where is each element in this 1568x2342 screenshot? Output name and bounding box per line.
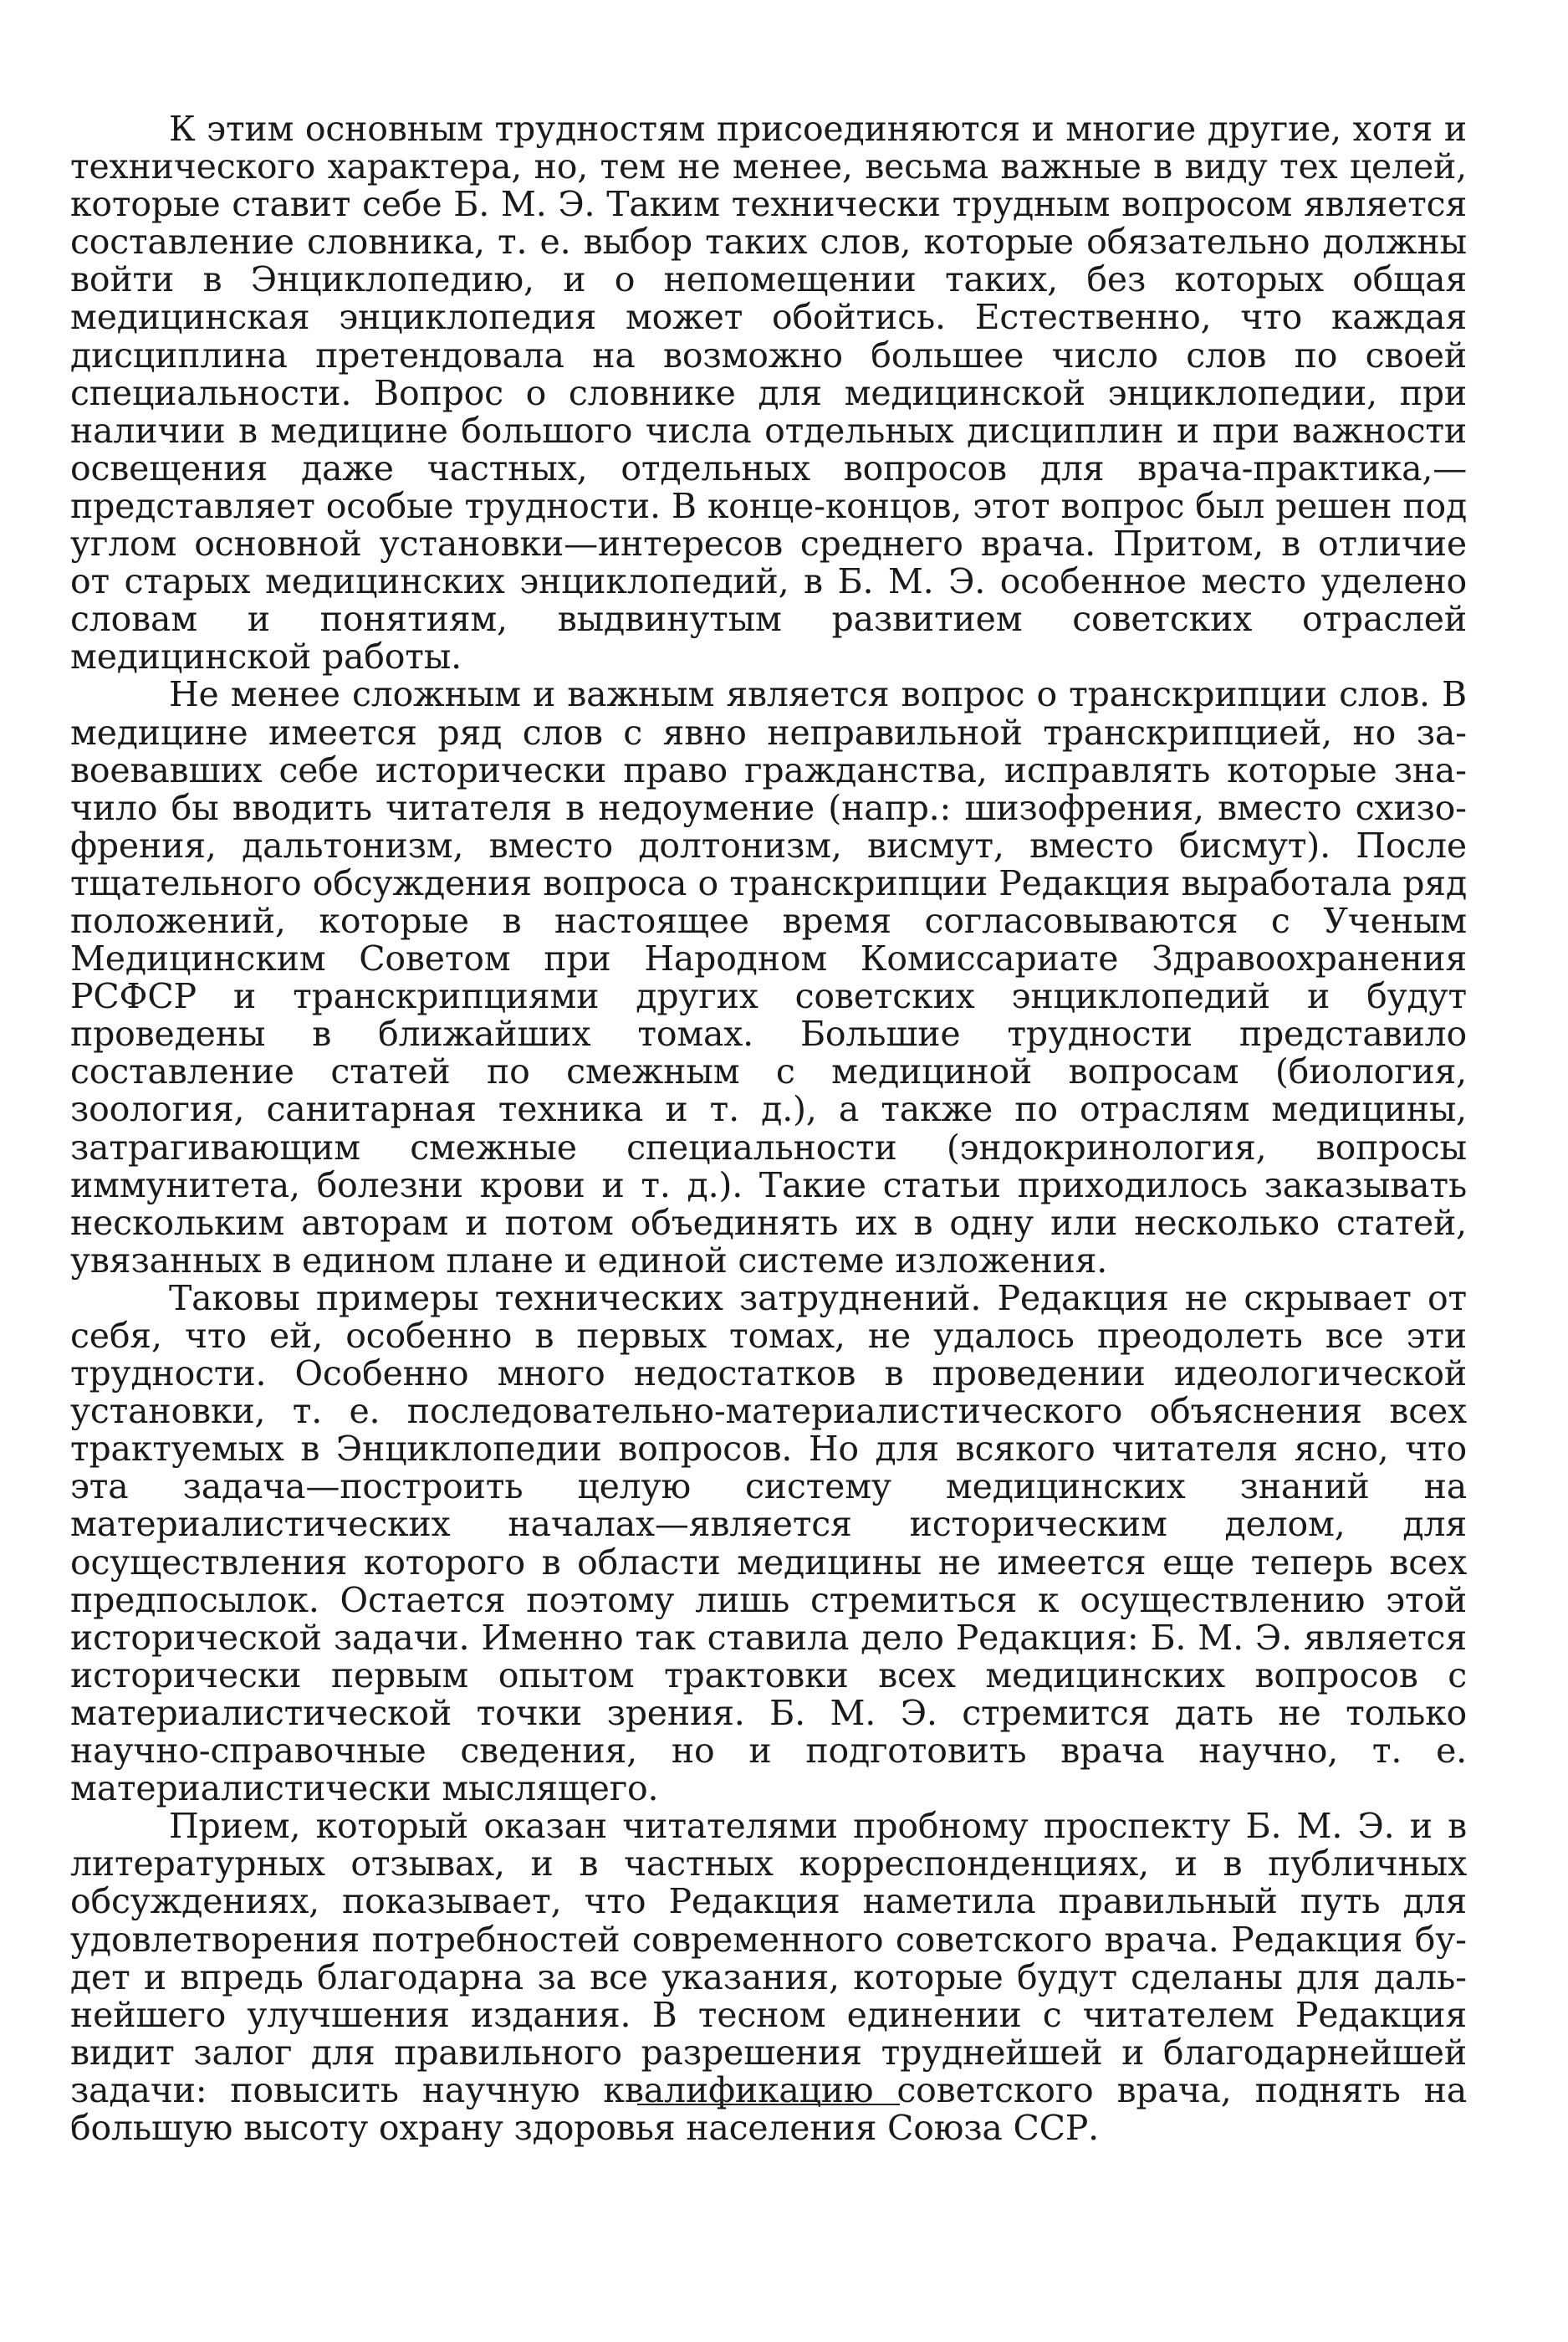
paragraph-2: Не менее сложным и важным является вопрос о транскрипции слов. В медицине имеется ряд слов с явно неправильной транскрипцией, но завоевавших себе исторически право гражданства, исправлять которые значило бы вводить читателя в недоумение (напр.: шизофрения, вместо схизофрения, дальтонизм, вместо долтонизм, висмут, вместо бисмут). После тщательного обсуждения вопроса о транскрипции Редакция выработала ряд положений, которые в настоящее время согласовываются с Ученым Медицинским Советом при Народном Комиссариате Здравоохранения РСФСР и транскрипциями других советских энциклопедий и будут проведены в ближайших томах. Большие трудности представило составление статей по смежным с медициной вопросам (биология, зоология, санитарная техника и т. д.), а также по отраслям медицины, затрагивающим смежные специальности (эндокринология, вопросы иммунитета, болезни крови и т. д.). Такие статьи приходилось заказывать нескольким авторам и потом объединять их в одну или несколько статей, увязанных в едином плане и единой системе изложения. — [70, 674, 1467, 1281]
paragraph-4: Прием, который оказан читателями пробному проспекту Б. М. Э. и в литературных отзывах, и в частных корреспонденциях, и в публичных обсуждениях, показывает, что Редакция наметила правильный путь для удовлетворения потребностей современного советского врача. Редакция будет и впредь благодарна за все указания, которые будут сделаны для дальнейшего улучшения издания. В тесном единении с читателем Редакция видит залог для правильного разрешения труднейшей и благодарнейшей задачи: повысить научную квалификацию советского врача, поднять на большую высоту охрану здоровья населения Союза ССР. — [70, 1806, 1467, 2148]
closing-rule — [637, 2104, 900, 2105]
document-body — [70, 110, 1467, 2147]
paragraph-3: Таковы примеры технических затруднений. Редакция не скрывает от себя, что ей, особенно в первых томах, не удалось преодолеть все эти трудности. Особенно много недостатков в проведении идеологической установки, т. е. последовательно-материалистического объяснения всех трактуемых в Энциклопедии вопросов. Но для всякого читателя ясно, что эта задача—построить целую систему медицинских знаний на материалистических началах—является историческим делом, для осуществления которого в области медицины не имеется еще теперь всех предпосылок. Остается поэтому лишь стремиться к осуществлению этой исторической задачи. Именно так ставила дело Редакция: Б. М. Э. является исторически первым опытом трактовки всех медицинских вопросов с материалистической точки зрения. Б. М. Э. стремится дать не только научно-справочные сведения, но и подготовить врача научно, т. е. материалистически мыслящего. — [70, 1277, 1467, 1809]
paragraph-1: К этим основным трудностям присоединяются и многие другие, хотя и технического характера, но, тем не менее, весьма важные в виду тех целей, которые ставит себе Б. М. Э. Таким технически трудным вопросом является составление словника, т. е. выбор таких слов, которые обязательно должны войти в Энциклопедию, и о непомещении таких, без которых общая медицинская энциклопедия может обойтись. Естественно, что каждая дисциплина претендовала на возможно большее число слов по своей специальности. Вопрос о словнике для медицинской энциклопедии, при наличии в медицине большого числа отдельных дисциплин и при важности освещения даже частных, отдельных вопросов для врача-практика,—представляет особые трудности. В конце-концов, этот вопрос был решен под углом основной установки—интересов среднего врача. Притом, в отличие от старых медицинских энциклопедий, в Б. М. Э. особенное место уделено словам и понятиям, выдвинутым развитием советских отраслей медицинской работы. — [70, 109, 1467, 678]
